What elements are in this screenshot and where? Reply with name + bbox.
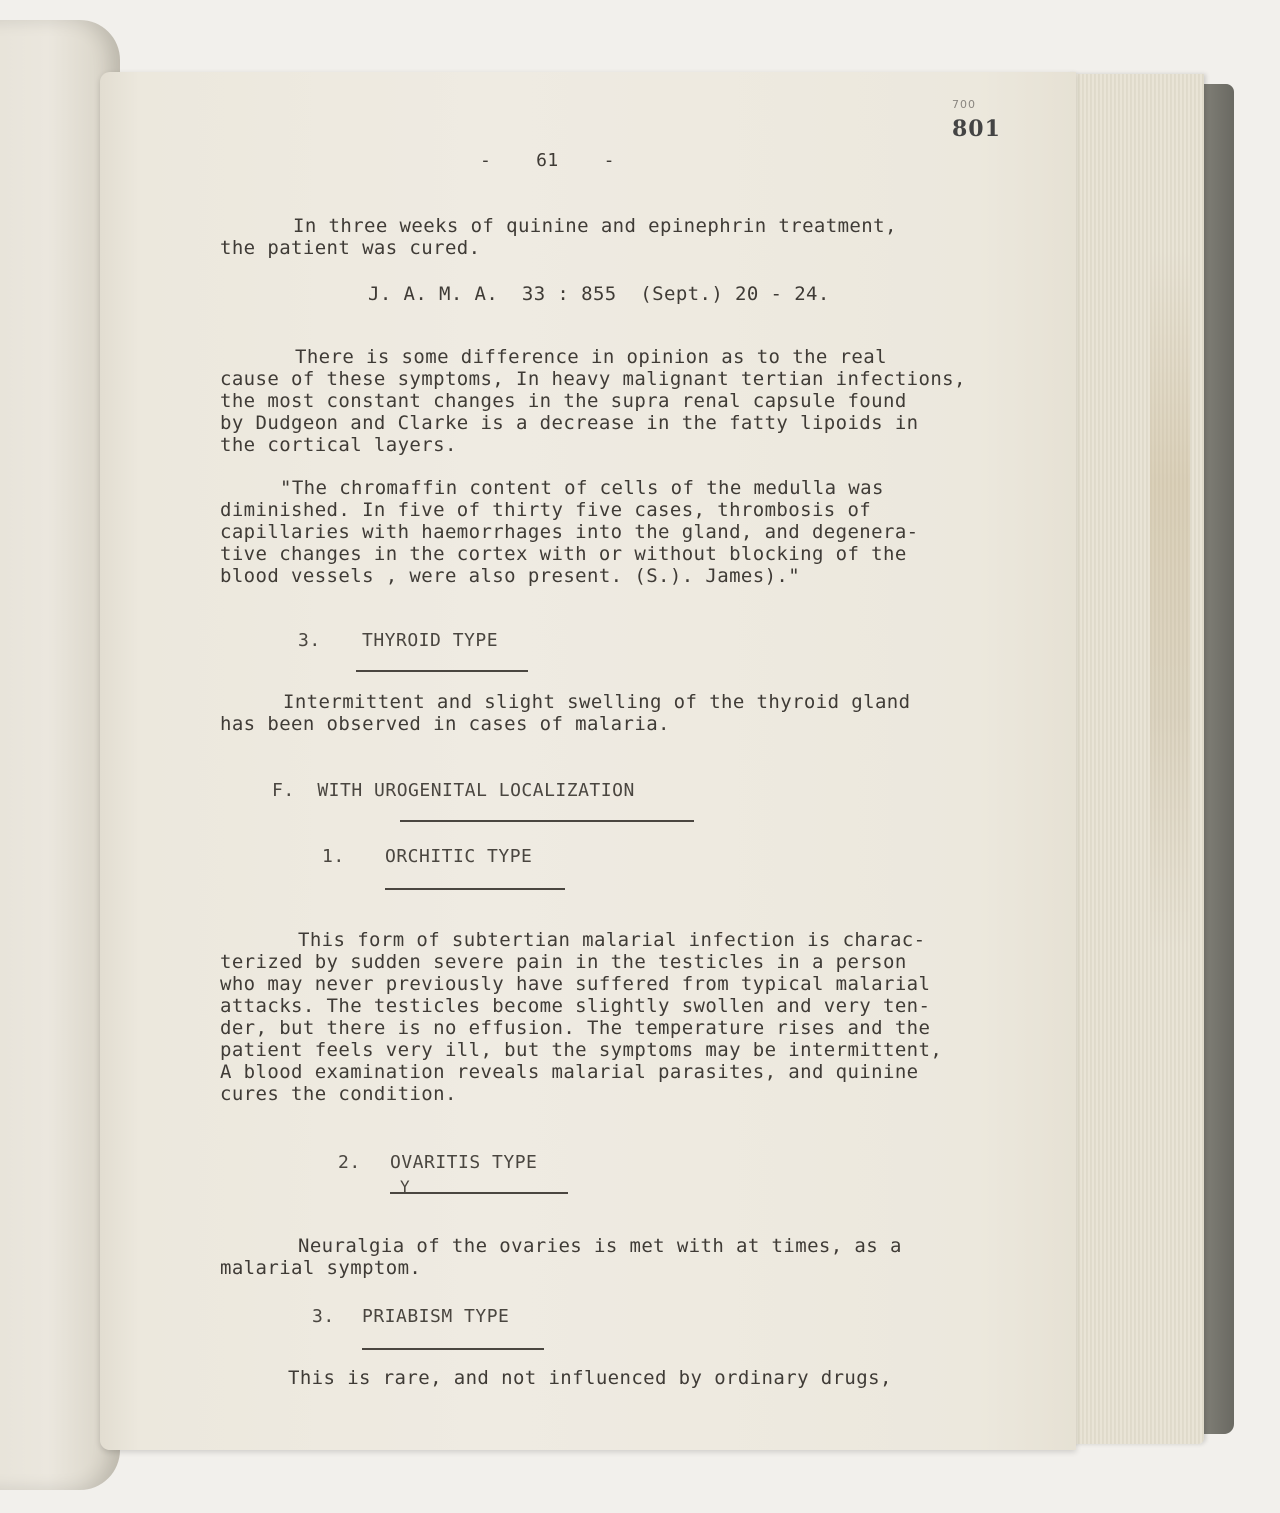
heading-underline <box>390 1192 568 1194</box>
section-heading-thyroid: THYROID TYPE <box>362 630 499 651</box>
heading-underline <box>362 1348 544 1350</box>
page-edge-stain <box>1150 250 1190 950</box>
paragraph-line: who may never previously have suffered from typical malarial <box>220 973 931 995</box>
page-number: - 61 - <box>480 150 615 171</box>
paragraph-line: In three weeks of quinine and epinephrin treatment, <box>293 215 897 237</box>
paragraph-line: the cortical layers. <box>220 434 457 456</box>
paragraph-line: the patient was cured. <box>220 237 481 259</box>
paragraph-line: Neuralgia of the ovaries is met with at times, as a <box>298 1235 902 1257</box>
paragraph-line: patient feels very ill, but the symptoms may be intermittent, <box>220 1039 943 1061</box>
paragraph-line: A blood examination reveals malarial parasites, and quinine <box>220 1061 919 1083</box>
section-heading-priabism: PRIABISM TYPE <box>362 1306 510 1327</box>
paragraph-line: There is some difference in opinion as to the real <box>295 346 887 368</box>
paragraph-line: terized by sudden severe pain in the testicles in a person <box>220 951 907 973</box>
quote-line: tive changes in the cortex with or without blocking of the <box>220 543 907 565</box>
heading-underline <box>385 888 565 890</box>
heading-underline <box>356 670 528 672</box>
paragraph-line: attacks. The testicles become slightly swollen and very ten- <box>220 995 931 1017</box>
paragraph-line: malarial symptom. <box>220 1257 422 1279</box>
paragraph-line: cures the condition. <box>220 1083 457 1105</box>
small-stamp-number: 700 <box>952 98 976 111</box>
stamp-page-number: 801 <box>952 116 1001 142</box>
paragraph-line: This is rare, and not influenced by ordinary drugs, <box>288 1367 892 1389</box>
section-number: 2. <box>338 1152 361 1173</box>
section-heading-urogenital: F. WITH UROGENITAL LOCALIZATION <box>272 780 635 801</box>
section-heading-ovaritis: OVARITIS TYPE <box>390 1152 538 1173</box>
quote-line: capillaries with haemorrhages into the gland, and degenera- <box>220 521 919 543</box>
paragraph-line: has been observed in cases of malaria. <box>220 713 670 735</box>
paragraph-line: the most constant changes in the supra renal capsule found <box>220 390 907 412</box>
paragraph-line: This form of subtertian malarial infection is charac- <box>298 929 926 951</box>
quote-line: blood vessels , were also present. (S.). James)." <box>220 565 801 587</box>
section-number: 1. <box>322 846 345 867</box>
heading-underline <box>400 820 694 822</box>
paragraph-line: cause of these symptoms, In heavy malignant tertian infections, <box>220 368 966 390</box>
quote-line: diminished. In five of thirty five cases, thrombosis of <box>220 499 872 521</box>
paragraph-line: Intermittent and slight swelling of the thyroid gland <box>283 691 911 713</box>
citation: J. A. M. A. 33 : 855 (Sept.) 20 - 24. <box>368 283 830 305</box>
paragraph-line: der, but there is no effusion. The temperature rises and the <box>220 1017 931 1039</box>
quote-line: "The chromaffin content of cells of the medulla was <box>280 477 884 499</box>
section-heading-orchitic: ORCHITIC TYPE <box>385 846 533 867</box>
handwritten-mark: Y <box>400 1177 411 1196</box>
section-number: 3. <box>298 630 321 651</box>
section-number: 3. <box>312 1306 335 1327</box>
paragraph-line: by Dudgeon and Clarke is a decrease in the fatty lipoids in <box>220 412 919 434</box>
typewritten-page <box>100 72 1076 1450</box>
